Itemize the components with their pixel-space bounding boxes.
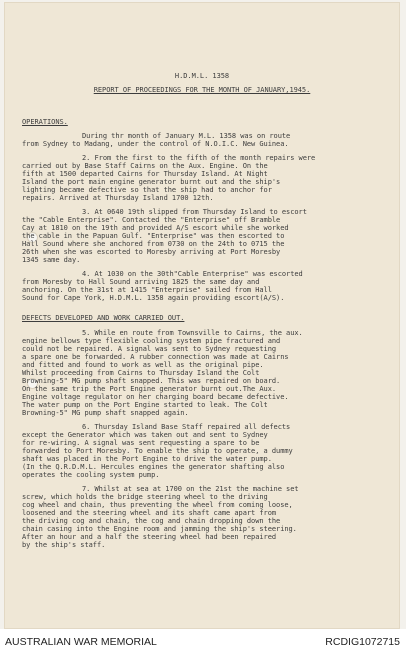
body-text-line: 5. While en route from Townsville to Cairns, the aux. xyxy=(82,329,303,337)
body-text-line: the cable in the Papuan Gulf. "Enterprise" was then escorted to xyxy=(22,232,285,240)
footer-reference: RCDIG1072715 xyxy=(325,636,400,648)
body-text-line: 3. At 0640 19th slipped from Thursday Island to escort xyxy=(82,208,307,216)
body-text-line: anchoring. On the 31st at 1415 "Enterprise" sailed from Hall xyxy=(22,286,272,294)
body-text-line: 7. Whilst at sea at 1700 on the 21st the machine set xyxy=(82,485,299,493)
body-text-line: After an hour and a half the steering wheel had been repaired xyxy=(22,533,277,541)
body-text-line: from Moresby to Hall Sound arriving 1825 the same day and xyxy=(22,278,260,286)
section-heading: OPERATIONS. xyxy=(22,118,68,126)
body-text-line: operates the cooling system pump. xyxy=(22,471,160,479)
body-text-line: 4. At 1030 on the 30th"Cable Enterprise" was escorted xyxy=(82,270,303,278)
body-text-line: 6. Thursday Island Base Staff repaired all defects xyxy=(82,423,291,431)
body-text-line: could not be repaired. A signal was sent to Sydney requesting xyxy=(22,345,277,353)
body-text-line: engine bellows type flexible cooling system pipe fractured and xyxy=(22,337,281,345)
body-text-line: screw, which holds the bridge steering wheel to the driving xyxy=(22,493,268,501)
body-text-line: Sound for Cape York, H.D.M.L. 1358 again providing escort(A/S). xyxy=(22,294,285,302)
body-text-line: On the same trip the Port Engine generator burnt out.The Aux. xyxy=(22,385,277,393)
body-text-line: from Sydney to Madang, under the control of N.O.I.C. New Guinea. xyxy=(22,140,289,148)
body-text-line: for re-wiring. A signal was sent requesting a spare to be xyxy=(22,439,260,447)
body-text-line: fifth at 1500 departed Cairns for Thursday Island. At Night xyxy=(22,170,268,178)
archive-footer xyxy=(0,629,406,654)
body-text-line: Cay at 1810 on the 19th and provided A/S escort while she worked xyxy=(22,224,289,232)
body-text-line: lighting became defective so that the ship had to anchor for xyxy=(22,186,272,194)
body-text-line: 2. From the first to the fifth of the month repairs were xyxy=(82,154,316,162)
body-text-line: (In the Q.R.D.M.L. Hercules engines the generator shafting also xyxy=(22,463,285,471)
body-text-line: except the Generator which was taken out and sent to Sydney xyxy=(22,431,268,439)
body-text-line: The water pump on the Port Engine started to leak. The Colt xyxy=(22,401,268,409)
body-text-line: a spare one be forwarded. A rubber connection was made at Cairns xyxy=(22,353,289,361)
document-page xyxy=(4,2,400,629)
document-title: H.D.M.L. 1358 xyxy=(174,72,230,80)
body-text-line: Whilst proceeding from Cairns to Thursday Island the Colt xyxy=(22,369,260,377)
body-text-line: and fitted and found to work as well as the original pipe. xyxy=(22,361,264,369)
body-text-line: the "Cable Enterprise". Contacted the "Enterprise" off Bramble xyxy=(22,216,281,224)
body-text-line: carried out by Base Staff Cairns on the Aux. Engine. On the xyxy=(22,162,268,170)
section-heading: DEFECTS DEVELOPED AND WORK CARRIED OUT. xyxy=(22,314,185,322)
body-text-line: forwarded to Port Moresby. To enable the ship to operate, a dummy xyxy=(22,447,293,455)
body-text-line: 26th when she was escorted to Moresby arriving at Port Moresby xyxy=(22,248,281,256)
body-text-line: 1345 same day. xyxy=(22,256,81,264)
body-text-line: by the ship's staff. xyxy=(22,541,106,549)
body-text-line: loosened and the steering wheel and its shaft came apart from xyxy=(22,509,277,517)
body-text-line: repairs. Arrived at Thursday Island 1700 12th. xyxy=(22,194,214,202)
body-text-line: Browning-5" MG pump shaft snapped. This was repaired on board. xyxy=(22,377,281,385)
body-text-line: Island the port main engine generator burnt out and the ship's xyxy=(22,178,281,186)
body-text-line: Browning-5" MG pump shaft snapped again. xyxy=(22,409,189,417)
document-subtitle: REPORT OF PROCEEDINGS FOR THE MONTH OF JANUARY,1945. xyxy=(93,86,311,94)
body-text-line: Hall Sound where she anchored from 0730 on the 24th to 0715 the xyxy=(22,240,285,248)
body-text-line: chain casing into the Engine room and jamming the ship's steering. xyxy=(22,525,297,533)
body-text-line: the driving cog and chain, the cog and chain dropping down the xyxy=(22,517,281,525)
footer-source: AUSTRALIAN WAR MEMORIAL xyxy=(5,636,157,648)
body-text-line: Engine voltage regulator on her charging board became defective. xyxy=(22,393,289,401)
body-text-line: During thr month of January M.L. 1358 was on route xyxy=(82,132,291,140)
body-text-line: cog wheel and chain, thus preventing the wheel from coming loose, xyxy=(22,501,293,509)
body-text-line: shaft was placed in the Port Engine to drive the water pump. xyxy=(22,455,272,463)
